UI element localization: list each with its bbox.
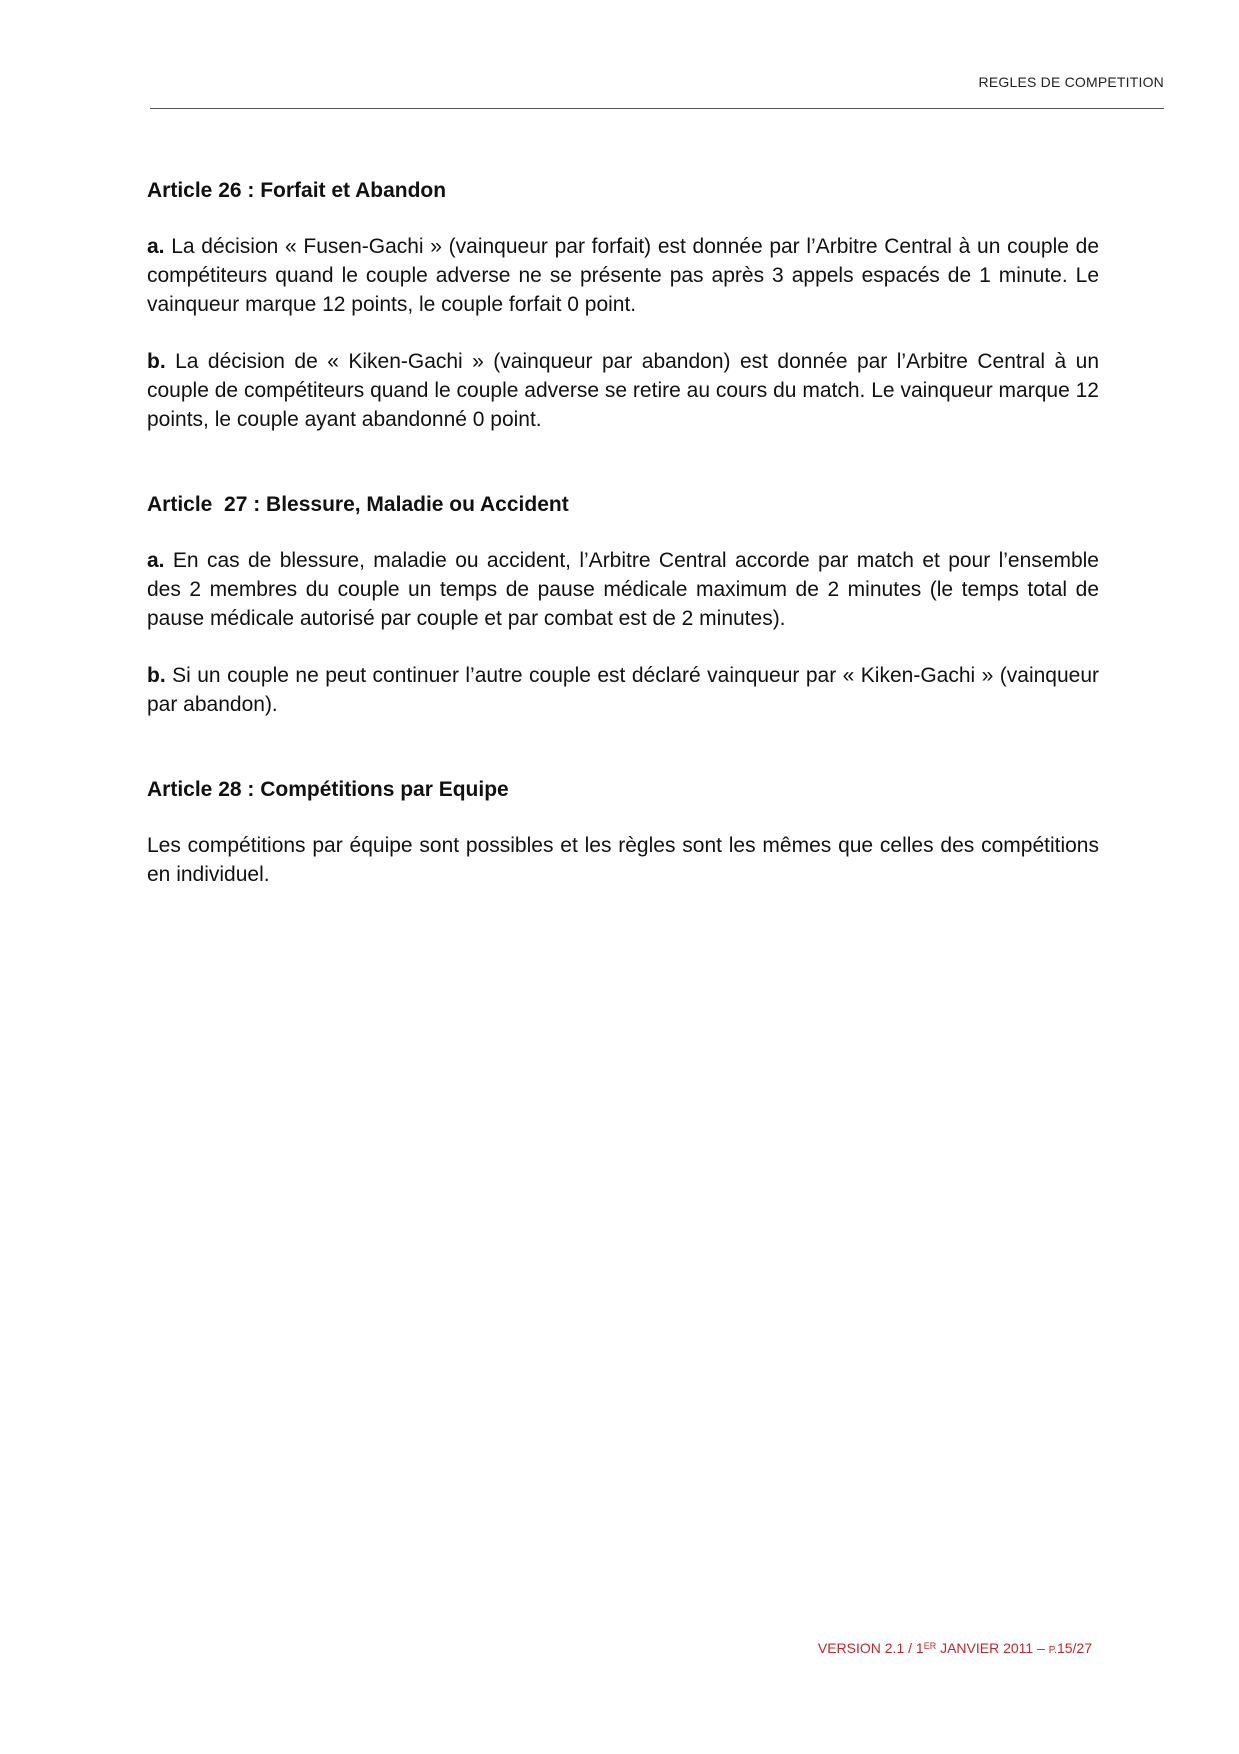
document-body bbox=[147, 176, 1099, 917]
article-26 bbox=[147, 176, 1099, 434]
article-28 bbox=[147, 775, 1099, 889]
article-paragraph bbox=[147, 831, 1099, 889]
paragraph-text: Les compétitions par équipe sont possibles et les règles sont les mêmes que celles des compétitions en individuel. bbox=[147, 834, 1099, 886]
paragraph-text: La décision de « Kiken-Gachi » (vainqueur par abandon) est donnée par l’Arbitre Central à un couple de compétiteurs quand le couple adverse se retire au cours du match. Le vainqueur marque 12 points, le couple ayant abandonné 0 point. bbox=[147, 350, 1099, 431]
paragraph-text: Si un couple ne peut continuer l’autre couple est déclaré vainqueur par « Kiken-Gachi » (vainqueur par abandon). bbox=[147, 664, 1099, 716]
article-paragraph bbox=[147, 661, 1099, 719]
paragraph-marker: a. bbox=[147, 235, 165, 258]
paragraph-marker: b. bbox=[147, 350, 166, 373]
article-title: Article 26 : Forfait et Abandon bbox=[147, 179, 447, 202]
header-divider bbox=[150, 108, 1164, 109]
article-27 bbox=[147, 490, 1099, 719]
paragraph-text: La décision « Fusen-Gachi » (vainqueur par forfait) est donnée par l’Arbitre Central à un couple de compétiteurs quand le couple adverse ne se présente pas après 3 appels espacés de 1 minute. Le vainqueur marque 12 points, le couple forfait 0 point. bbox=[147, 235, 1099, 316]
article-paragraph bbox=[147, 232, 1099, 319]
footer-page-prefix: P. bbox=[1048, 1645, 1057, 1656]
paragraph-text: En cas de blessure, maladie ou accident, l’Arbitre Central accorde par match et pour l’ensemble des 2 membres du couple un temps de pause médicale maximum de 2 minutes (le temps total de pause médicale autorisé par couple et par combat est de 2 minutes). bbox=[147, 549, 1099, 630]
page-header-title: REGLES DE COMPETITION bbox=[978, 74, 1164, 90]
footer-date: JANVIER 2011 – bbox=[936, 1640, 1049, 1656]
paragraph-marker: a. bbox=[147, 549, 165, 572]
footer-version: VERSION 2.1 / 1 bbox=[817, 1640, 924, 1656]
article-title: Article 27 : Blessure, Maladie ou Accident bbox=[147, 493, 569, 516]
footer-ordinal: ER bbox=[923, 1641, 937, 1651]
paragraph-marker: b. bbox=[147, 664, 166, 687]
article-paragraph bbox=[147, 546, 1099, 633]
article-paragraph bbox=[147, 347, 1099, 434]
article-title: Article 28 : Compétitions par Equipe bbox=[147, 778, 509, 801]
page-footer bbox=[150, 1640, 1092, 1656]
footer-page-number: 15/27 bbox=[1056, 1640, 1092, 1656]
